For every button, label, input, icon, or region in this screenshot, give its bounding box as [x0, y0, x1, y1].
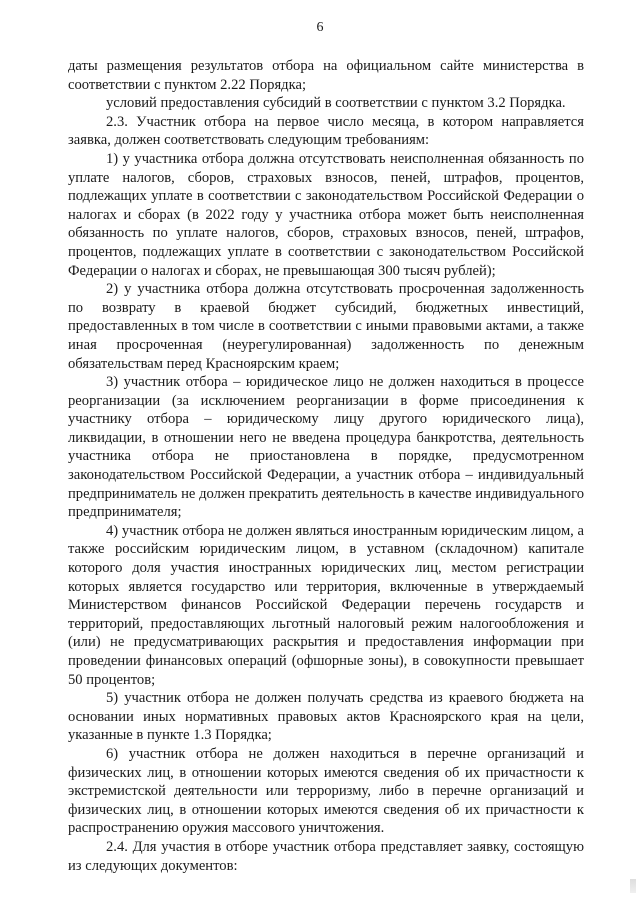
page-number: 6: [316, 20, 324, 35]
paragraph-section-2-3: 2.3. Участник отбора на первое число месяца, в котором направляется заявка, должен соответствовать следующим требованиям:: [68, 113, 584, 149]
paragraph-publication-date: даты размещения результатов отбора на официальном сайте министерства в соответствии с пунктом 2.22 Порядка;: [68, 58, 584, 93]
paragraph-section-2-4: 2.4. Для участия в отборе участник отбора представляет заявку, состоящую из следующих документов:: [68, 838, 584, 874]
paragraph-requirement-5: 5) участник отбора не должен получать средства из краевого бюджета на основании иных нормативных правовых актов Красноярского края на цели, указанные в пункте 1.3 Порядка;: [68, 690, 584, 744]
paragraph-requirement-4: 4) участник отбора не должен являться иностранным юридическим лицом, а также российским юридическим лицом, в уставном (складочном) капитале которого доля участия иностранных юридических лиц, местом регистрации которых является государство или территория, включенные в утверждаемый Министерством финансов Российской Федерации перечень государств и территорий, предоставляющих льготный налоговый режим налогообложения и (или) не предусматривающих раскрытия и предоставления информации при проведении финансовых операций (офшорные зоны), в совокупности превышает 50 процентов;: [68, 522, 584, 688]
scan-edge-mark: [630, 879, 636, 893]
paragraph-requirement-6: 6) участник отбора не должен находиться в перечне организаций и физических лиц, в отношении которых имеются сведения об их причастности к экстремистской деятельности или терроризму, либо в перечне организаций и физических лиц, в отношении которых имеются сведения об их причастности к распространению оружия массового уничтожения.: [68, 745, 584, 837]
document-body: [68, 57, 584, 875]
paragraph-requirement-2: 2) у участника отбора должна отсутствовать просроченная задолженность по возврату в краевой бюджет субсидий, бюджетных инвестиций, предоставленных в том числе в соответствии с иными правовыми актами, а также иная просроченная (неурегулированная) задолженность по денежным обязательствам перед Красноярским краем;: [68, 281, 584, 372]
paragraph-requirement-3: 3) участник отбора – юридическое лицо не должен находиться в процессе реорганизации (за исключением реорганизации в форме присоединения к участнику отбора – юридическому лицу другого юридического лица), ликвидации, в отношении него не введена процедура банкротства, деятельность участника отбора не приостановлена в порядке, предусмотренном законодательством Российской Федерации, а участник отбора – индивидуальный предприниматель не должен прекратить деятельность в качестве индивидуального предпринимателя;: [68, 374, 584, 521]
paragraph-requirement-1: 1) у участника отбора должна отсутствовать неисполненная обязанность по уплате налогов, сборов, страховых взносов, пеней, штрафов, процентов, подлежащих уплате в соответствии с законодательством Российской Федерации о налогах и сборах (в 2022 году у участника отбора может быть неисполненная обязанность по уплате налогов, сборов, страховых взносов, пеней, штрафов, процентов, подлежащих уплате в соответствии с законодательством Российской Федерации о налогах и сборах, не превышающая 300 тысяч рублей);: [68, 150, 584, 279]
paragraph-subsidy-conditions: условий предоставления субсидий в соответствии с пунктом 3.2 Порядка.: [106, 95, 566, 112]
